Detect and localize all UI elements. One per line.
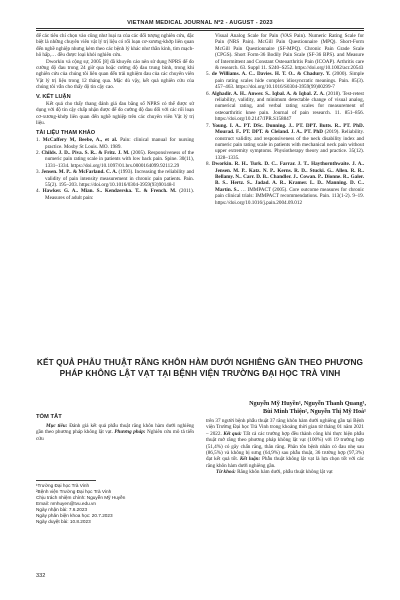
footnotes — [36, 483, 196, 525]
footnote-accepted: Ngày duyệt bài: 10.8.2023 — [36, 519, 91, 525]
footnote-affiliation-2: ²Bệnh viện Trường Đại học Trà Vinh — [36, 489, 112, 495]
footnote-email: Email: nmhuyen@tvu.edu.vn — [36, 501, 96, 507]
conclusion-paragraph: Kết quả cho thấy thang đánh giá đau bằng số NPRS có thể được sử dụng với độ tin cậy chấp nhận được để đo cường độ đau đối với các rối loạn cơ-xương-khớp liên quan đến nghề nghiệp trên các chuyên viên Vật lý trị liệu. — [36, 101, 194, 127]
abstract-heading: TÓM TẮT — [36, 414, 62, 420]
header-rule-top — [36, 28, 364, 29]
footnote-reviewed: Ngày phản biện khoa học: 20.7.2023 — [36, 513, 113, 519]
abstract-objective: Mục tiêu: Đánh giá kết quả phẫu thuật răng khôn hàm dưới nghiêng gần theo phương pháp không lật vạt. Phương pháp: Nghiên cứu mô tả tiến cứu — [36, 423, 194, 442]
abstract-left — [36, 423, 194, 442]
reference-3: 3. Jensen. M. P.. & McFarland. C. A. (1993). Increasing the reliability and validity of pain intensity measurement in chronic pain patients. Pain. 55(2). 195–203. https://doi.org/10.1016/0304-3959(93)90148-I — [36, 169, 195, 188]
references-heading: TÀI LIỆU THAM KHẢO — [36, 129, 96, 136]
reference-5: 5. de Williams. A. C.. Davies. H. T. O.. & Chadury. Y. (2000). Simple pain rating scales hide complex idiosyncratic meanings. Pain. 85(3). 457–463. https://doi.org/10.1016/S0304-3959(99)00299-7 — [206, 71, 364, 91]
journal-header: VIETNAM MEDICAL JOURNAL Nº2 - AUGUST - 2023 — [127, 20, 273, 26]
reference-6: 6. Alghadir. A. H.. Anwer. S.. Iqbal. A. & Iqbal. Z. A. (2018). Test-retest reliability, validity, and minimum detectable change of visual analog, numerical rating, and verbal rating scales for measurement of osteoarthritic knee pain. Journal of pain research. 11. 851–856. https://doi.org/10.2147/JPR.S158847 — [206, 90, 364, 123]
footnote-corresponding: Chịu trách nhiệm chính: Nguyễn Mỹ Huyền — [36, 495, 126, 501]
discussion-paragraph-1: để các tiêu chí chọn vào cũng như loại ra của các đối tượng nghiên cứu, đặc biệt là những chuyên viên vật lý trị liệu có rối loạn cơ-xương-khớp liên quan đến nghề nghiệp nhưng kèm theo các bệnh lý khác như thần kinh, tim mạch-hô hấp,… đều được loại khỏi nghiên cứu. — [36, 33, 194, 59]
footnote-rule — [36, 480, 96, 481]
discussion-paragraph-2: Dworkin và cộng sự, 2005 [8] đã khuyến cáo nên sử dụng NPRS để đo cường độ đau trong 24 giờ qua hoặc cường độ đau trung bình, trong khi nghiên cứu của chúng tôi liên quan đến trải nghiệm đau của các chuyên viên Vật lý trị liệu trong 12 tháng qua. Mặc dù vậy, kết quả nghiên cứu của chúng tôi vẫn cho thấy độ tin cậy cao. — [36, 58, 194, 91]
left-column — [36, 33, 194, 201]
header-rule-bottom — [36, 30, 364, 31]
reference-4: 4. Hawker. G. A.. Mian. S.. Kendzerska. T.. & French. M. (2011). Measures of adult pain: — [36, 188, 194, 201]
page-number: 332 — [36, 573, 46, 579]
authors-line-2: Bùi Minh Thiện², Nguyễn Thị Mỹ Hoà¹ — [262, 408, 366, 415]
abstract-right — [206, 418, 364, 476]
footnote-received: Ngày nhận bài: 7.6.2023 — [36, 507, 88, 513]
reference-8: 8. Dworkin. R. H.. Turk. D. C.. Farrar. J. T.. Haythornthwaite. J. A.. Jensen. M. P.. Katz. N. P.. Kerns. R. D.. Stucki. G.. Allen. R. R.. Bellamy. N.. Carr. D. B.. Chandler. J.. Cowan. P.. Dionne. R.. Galer. B. S.. Hertz. S.. Jadad. A. R.. Kramer. L. D.. Manning. D. C.. Martin. S.. … IMMPACT (2005). Core outcome measures for chronic pain clinical trials: IMMPACT recommendations. Pain. 113(1-2). 9–19. https://doi.org/10.1016/j.pain.2004.09.012 — [206, 161, 364, 206]
reference-2: 2. Childs. J. D.. Piva. S. R.. & Fritz. J. M. (2005). Responsiveness of the numeric pain rating scale in patients with low back pain. Spine. 30(11), 1331–1334. https://doi.org/10.1097/01.brs.0000164099.92112.29 — [36, 149, 194, 169]
conclusion-heading: V. KẾT LUẬN — [36, 93, 71, 100]
abstract-keywords: Từ khoá: Răng khôn hàm dưới, phẫu thuật không lật vạt — [216, 469, 333, 476]
authors-line-1: Nguyễn Mỹ Huyền¹, Nguyễn Thanh Quang¹, — [249, 400, 366, 407]
footnote-affiliation-1: ¹Trường Đại học Trà Vinh — [36, 483, 90, 488]
reference-7: 7. Young. I. A.. PT. DSc. Dunning. J.. PT. DPT. Butts. R.. PT. PhD. Mourad. F.. PT. DPT. & Cleland. J. A.. PT. PhD (2019). Reliability. construct validity. and responsiveness of the neck disability index and numeric pain rating scale in patients with mechanical neck pain without upper extremity symptoms. Physiotherapy theory and practice. 35(12). 1328–1335. — [206, 122, 364, 161]
right-column — [206, 33, 364, 206]
abstract-methods-cont: trên 37 người bệnh phẫu thuật 37 răng khôn hàm dưới nghiêng gần tại Bệnh viện Trường Đại học Trà Vinh trong khoảng thời gian từ tháng 01 năm 2021 – 2022. Kết quả: Tất cả các trường hợp đều thành công khi thực hiện phẫu thuật mở răng theo phương pháp không lật vạt (100%) với 19 trường hợp (51,4%) có gây chấn răng, thân răng. Phân tôn bệnh nhân có đau nhẹ sau (86,5%) và không bị sưng (64,9%) sau phẫu thuật, 36 trường hợp (97,3%) đạt kết quả tốt. Kết luận: Phẫu thuật không lật vạt là lựa chọn tốt với các răng khôn hàm dưới nghiêng gần. — [206, 418, 365, 469]
reference-4-continued: Visual Analog Scale for Pain (VAS Pain). Numeric Rating Scale for Pain (NRS Pain). McGill Pain Questionnaire (MPQ). Short-Form McGill Pain Questionnaire (SF-MPQ). Chronic Pain Grade Scale (CPGS). Short Form-36 Bodily Pain Scale (SF-36 BPS). and Measure of Intermittent and Constant Osteoarthritis Pain (ICOAP). Arthritis care & research. 63. Suppl 11. S240–S252. https://doi.org/10.1002/acr.20543 — [215, 33, 364, 72]
author-list — [212, 400, 366, 416]
article-title: KẾT QUẢ PHẪU THUẬT RĂNG KHÔN HÀM DƯỚI NGHIÊNG GẦN THEO PHƯƠNG PHÁP KHÔNG LẬT VẠT TẠI BỆNH VIỆN TRƯỜNG ĐẠI HỌC TRÀ VINH — [36, 357, 364, 378]
reference-1: 1. McCaffery M, Beebe, A., et al. Pain: clinical manual for nursing practice. Mosby St Louis. MO. 1989. — [36, 137, 194, 150]
